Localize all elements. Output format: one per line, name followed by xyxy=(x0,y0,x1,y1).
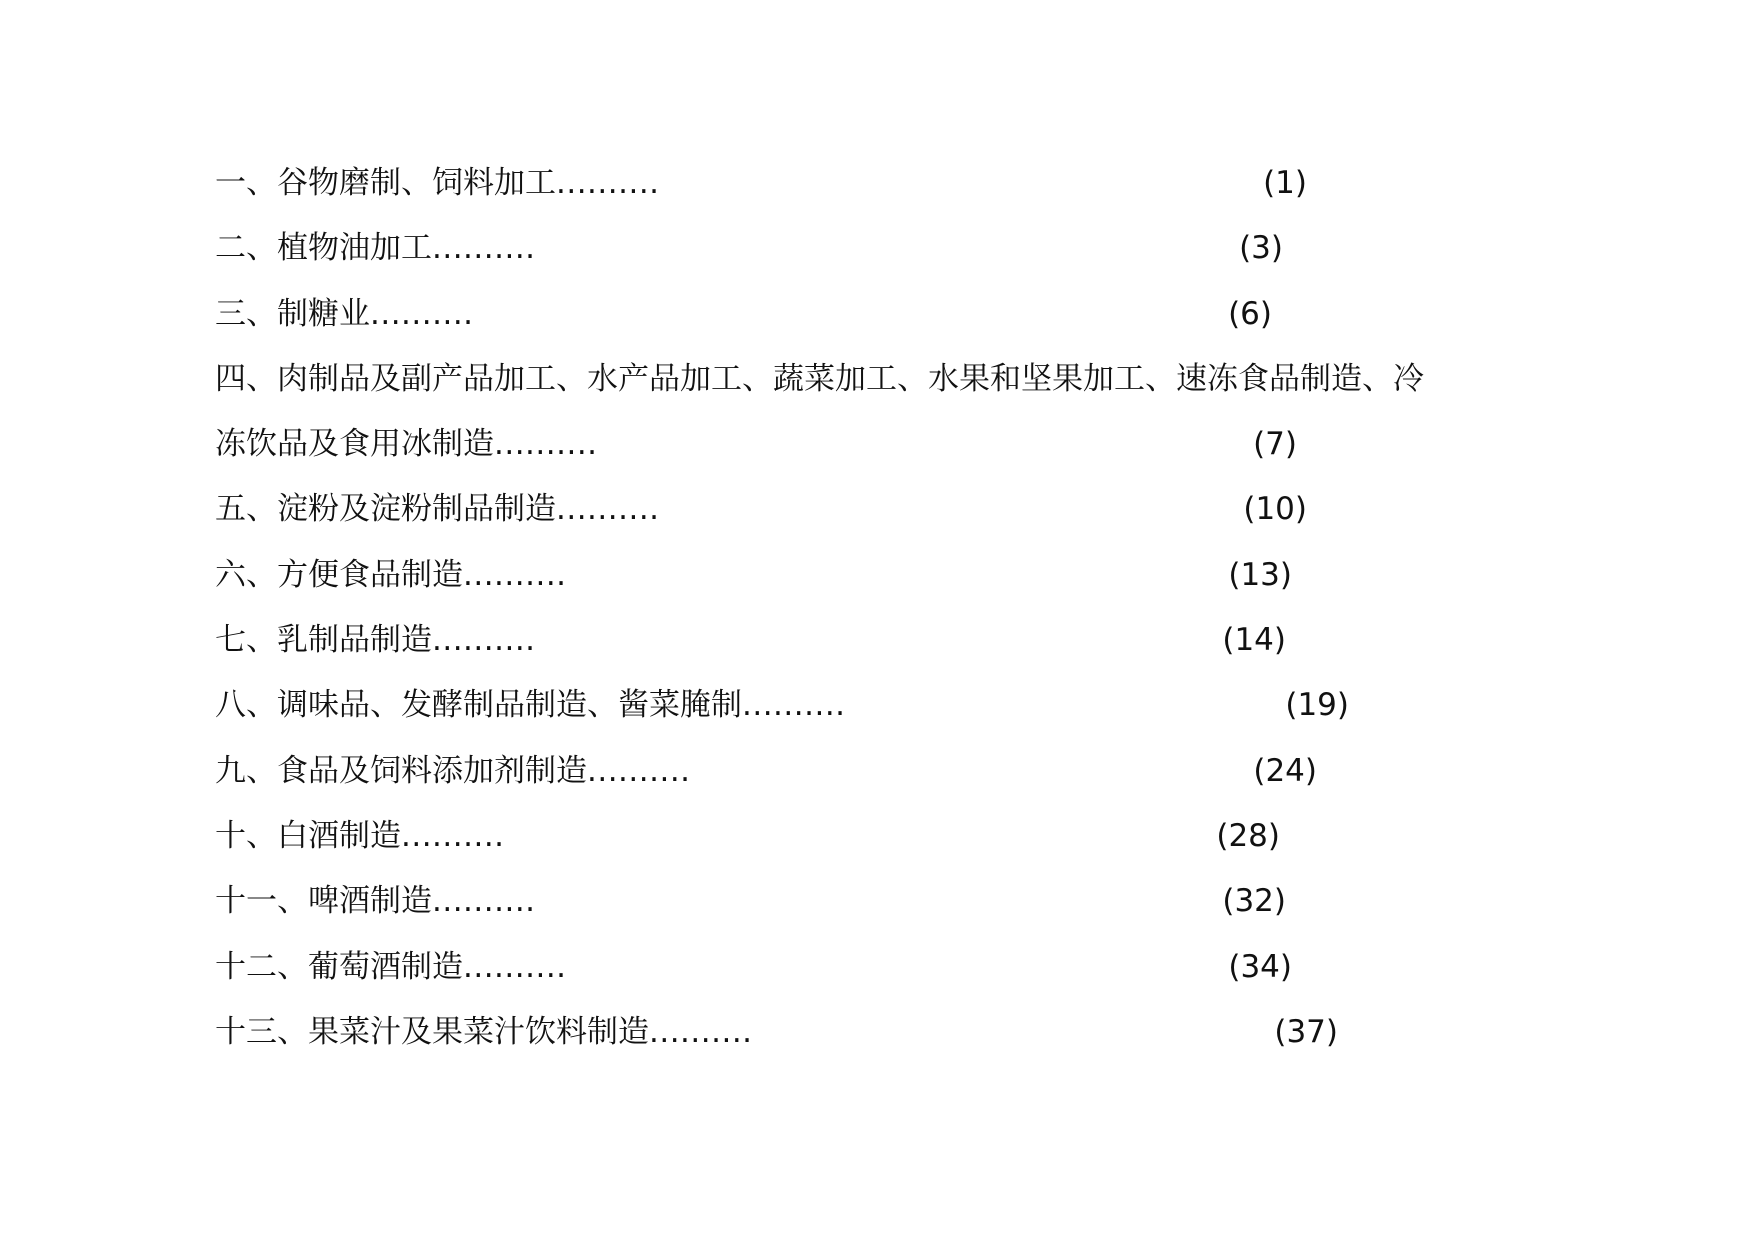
toc-line[interactable] xyxy=(215,869,1535,934)
toc-entry-title: 十二、葡萄酒制造 xyxy=(215,948,463,985)
toc-leader-dots: .......... xyxy=(494,426,598,463)
toc-entry-title: 二、植物油加工 xyxy=(215,230,432,267)
toc-entry-title: 五、淀粉及淀粉制品制造 xyxy=(215,491,556,528)
toc-page-number: (6) xyxy=(1228,295,1272,332)
toc-page-number: (28) xyxy=(1216,817,1280,854)
toc-line[interactable] xyxy=(215,543,1535,608)
toc-leader-dots: .......... xyxy=(649,1013,753,1050)
toc-leader-dots: .......... xyxy=(463,948,567,985)
toc-line[interactable] xyxy=(215,282,1535,347)
toc-line[interactable] xyxy=(215,804,1535,869)
toc-page-number: (19) xyxy=(1285,687,1349,724)
toc-line[interactable] xyxy=(215,477,1535,542)
toc-page-number: (34) xyxy=(1228,948,1292,985)
toc-line[interactable] xyxy=(215,151,1535,216)
toc-entry-title: 九、食品及饲料添加剂制造 xyxy=(215,752,587,789)
toc-leader-dots: .......... xyxy=(432,883,536,920)
toc-entry-title: 冻饮品及食用冰制造 xyxy=(215,426,494,463)
toc-entry-title: 四、肉制品及副产品加工、水产品加工、蔬菜加工、水果和坚果加工、速冻食品制造、冷 xyxy=(215,360,1424,397)
toc-entry-title: 十三、果菜汁及果菜汁饮料制造 xyxy=(215,1013,649,1050)
toc-page-number: (37) xyxy=(1274,1013,1338,1050)
toc-entry-title: 七、乳制品制造 xyxy=(215,622,432,659)
toc-entry-title: 十一、啤酒制造 xyxy=(215,883,432,920)
toc-page-number: (7) xyxy=(1253,426,1297,463)
toc-entry-title: 三、制糖业 xyxy=(215,295,370,332)
toc-page-number: (13) xyxy=(1228,556,1292,593)
toc-page-number: (24) xyxy=(1253,752,1317,789)
toc-line[interactable] xyxy=(215,739,1535,804)
toc-line[interactable] xyxy=(215,673,1535,738)
toc-line[interactable] xyxy=(215,1000,1535,1065)
toc-entry-title: 六、方便食品制造 xyxy=(215,556,463,593)
toc-page-number: (14) xyxy=(1222,622,1286,659)
toc-line[interactable] xyxy=(215,216,1535,281)
toc-leader-dots: .......... xyxy=(432,230,536,267)
toc-page-number: (32) xyxy=(1222,883,1286,920)
toc-page-number: (3) xyxy=(1239,230,1283,267)
toc-leader-dots: .......... xyxy=(463,556,567,593)
toc-line[interactable] xyxy=(215,347,1535,412)
toc-leader-dots: .......... xyxy=(401,817,505,854)
toc-page-number: (1) xyxy=(1263,165,1307,201)
toc-entry-title: 十、白酒制造 xyxy=(215,817,401,854)
toc-entry-title: 一、谷物磨制、饲料加工 xyxy=(215,165,556,201)
toc-line[interactable] xyxy=(215,608,1535,673)
toc-leader-dots: .......... xyxy=(370,295,474,332)
toc-line[interactable] xyxy=(215,412,1535,477)
toc-entry-title: 八、调味品、发酵制品制造、酱菜腌制 xyxy=(215,687,742,724)
table-of-contents xyxy=(215,151,1535,1065)
toc-leader-dots: .......... xyxy=(587,752,691,789)
toc-line[interactable] xyxy=(215,935,1535,1000)
toc-leader-dots: .......... xyxy=(556,165,660,201)
toc-leader-dots: .......... xyxy=(742,687,846,724)
toc-leader-dots: .......... xyxy=(432,622,536,659)
toc-leader-dots: .......... xyxy=(556,491,660,528)
toc-page-number: (10) xyxy=(1243,491,1307,528)
